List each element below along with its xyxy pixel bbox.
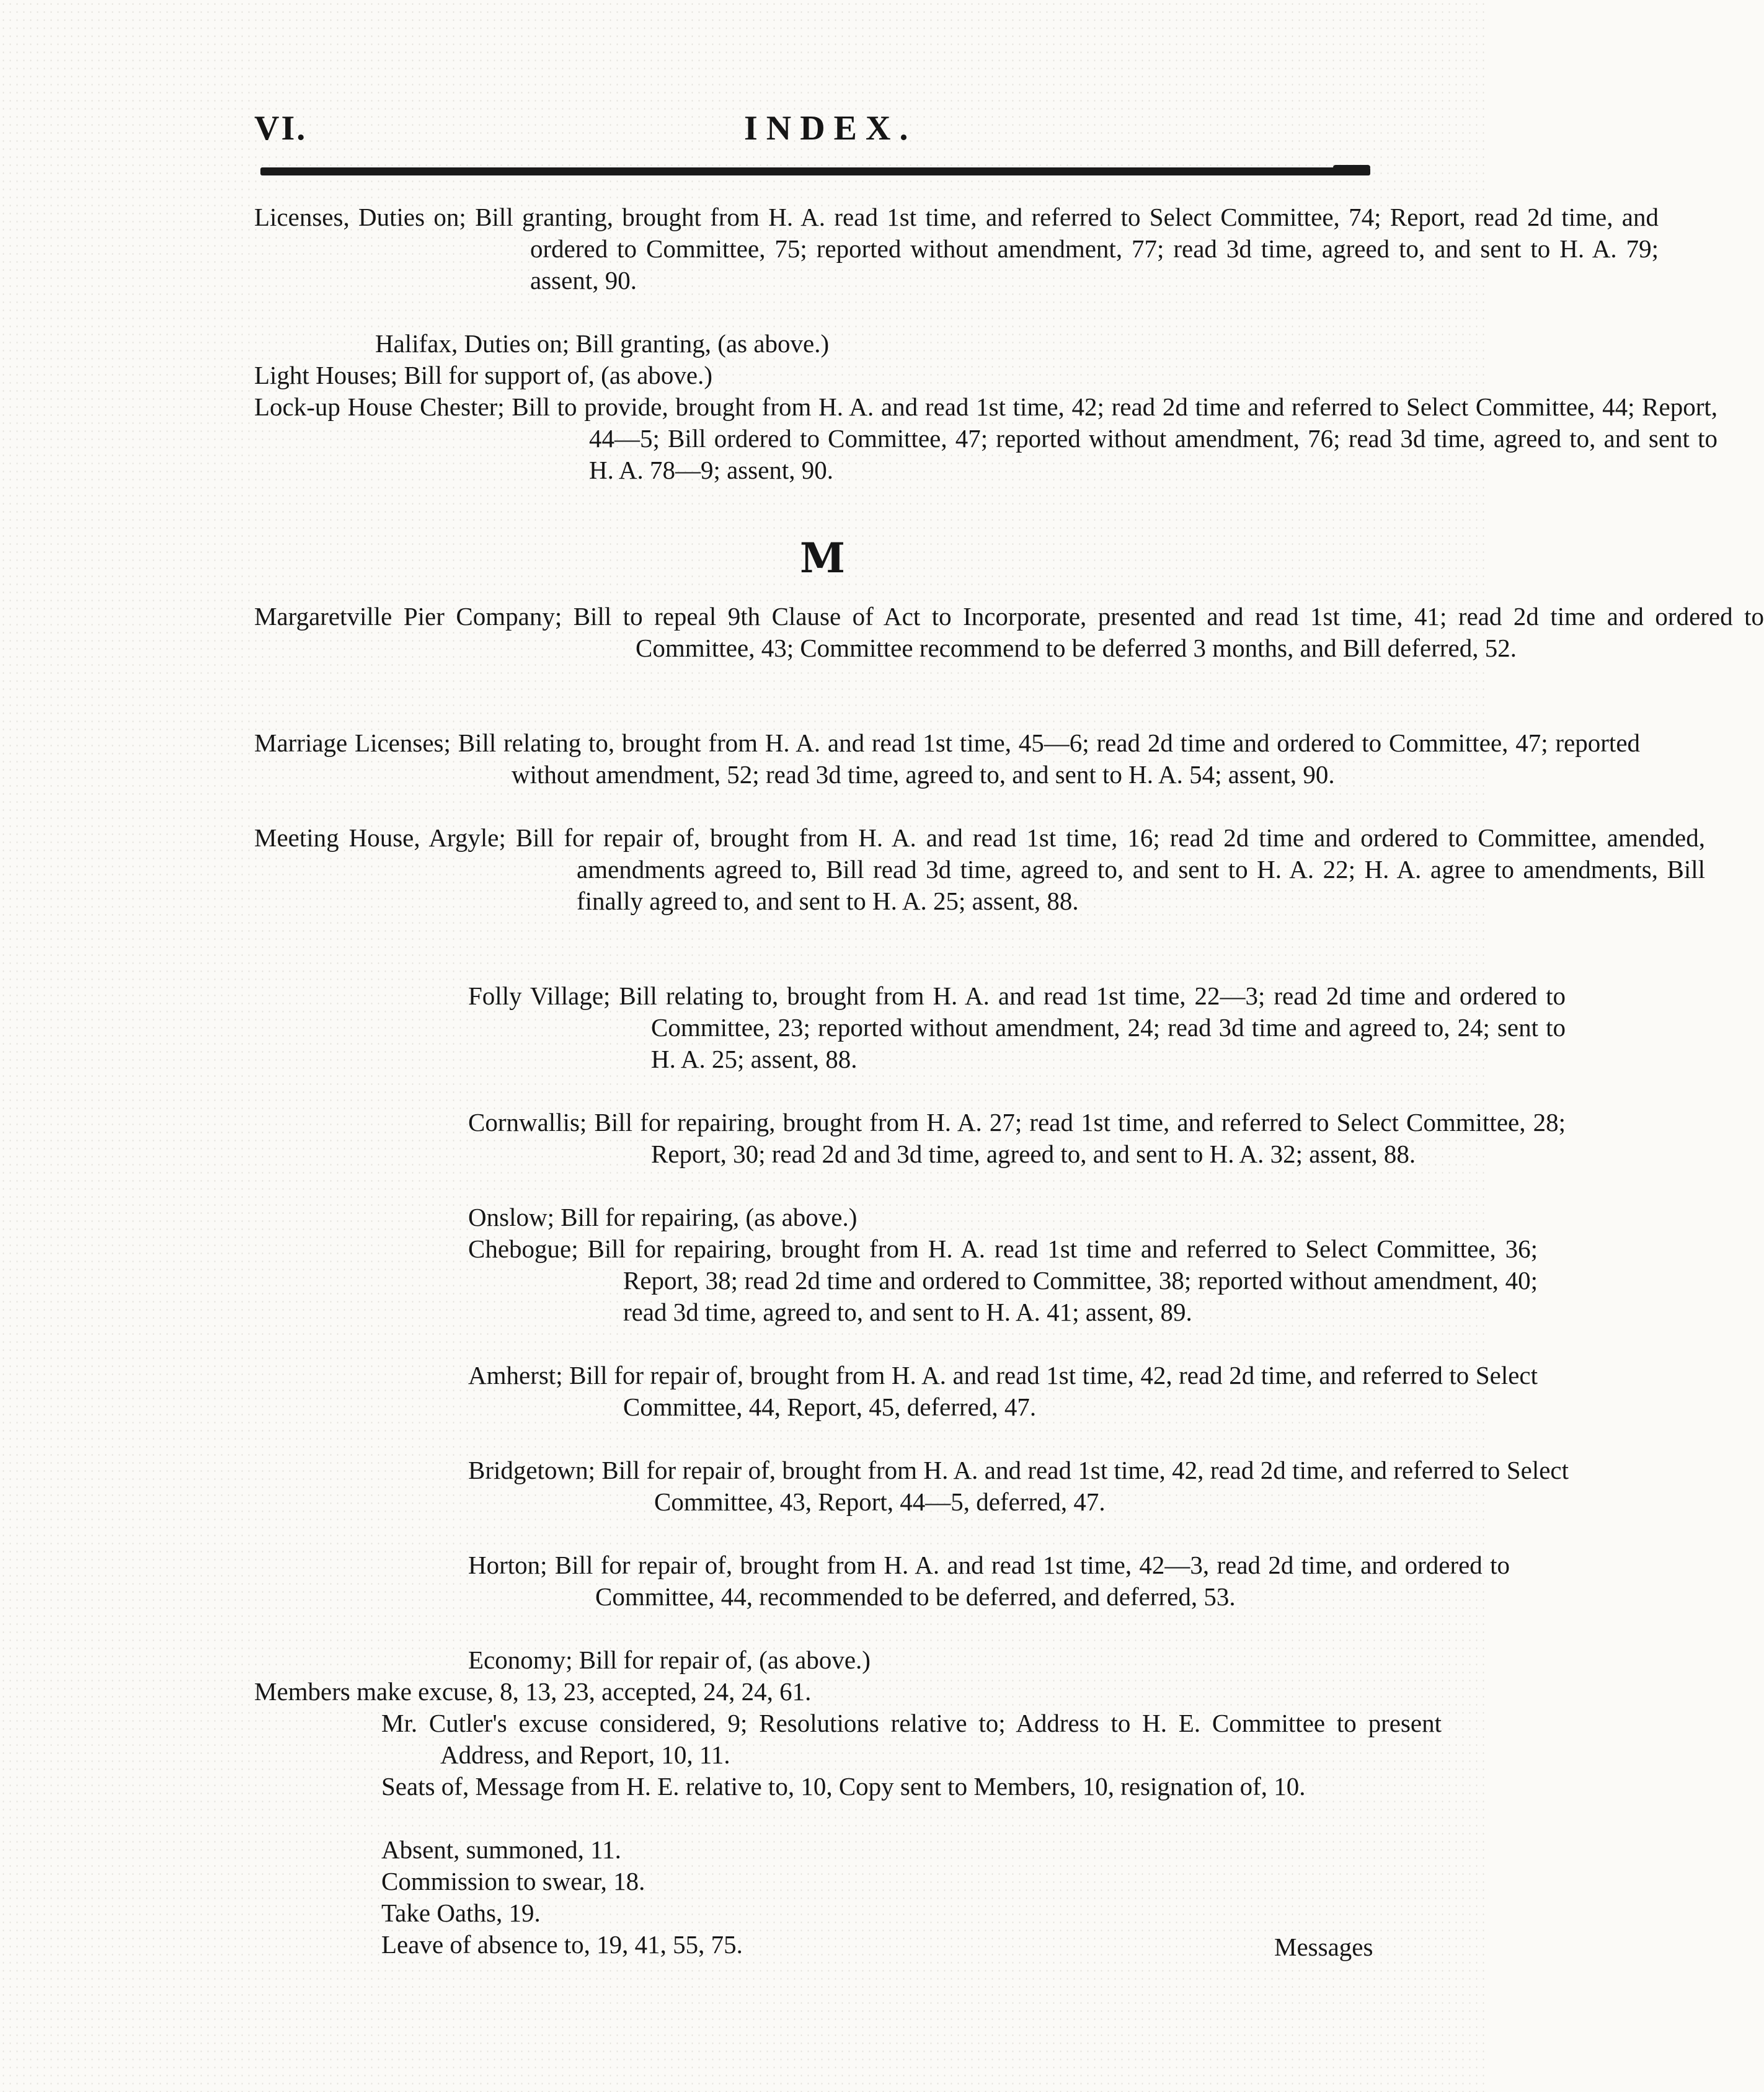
index-entry-horton [468,1549,1510,1613]
entry-label: Chebogue; [468,1234,578,1263]
entry-text: Bill to provide, brought from H. A. and read 1st time, 42; read 2d time and referred to Select Committee, 44; Report, 44—5; Bill ordered to Committee, 47; reported without amendment, 76; read 3d time, agreed to, and sent to H. A. 78—9; assent, 90. [512,392,1718,484]
index-entry-onslow [468,1202,1383,1233]
index-entry-members [254,1676,1383,1708]
entry-text: Members make excuse, 8, 13, 23, accepted, 24, 24, 61. [254,1677,812,1706]
index-entry-chebogue [468,1233,1538,1328]
entry-text: Bill for support of, (as above.) [404,361,713,389]
entry-text: Bill for repair of, (as above.) [578,1646,871,1674]
entry-text: Bill for repair of, brought from H. A. and read 1st time, 42—3, read 2d time, and ordered to Committee, 44, recommended to be deferred, and deferred, 53. [554,1551,1510,1611]
entry-text: Leave of absence to, 19, 41, 55, 75. [381,1930,743,1959]
entry-text: Bill for repairing, brought from H. A. 27; read 1st time, and referred to Select Committee, 28; Report, 30; read 2d and 3d time, agreed to, and sent to H. A. 32; assent, 88. [594,1108,1566,1168]
entry-text: Bill to repeal 9th Clause of Act to Incorporate, presented and read 1st time, 41; read 2d time and ordered to Committee, 43; Committee recommend to be deferred 3 months, and Bill deferred, 52. [573,602,1764,662]
entry-label: Bridgetown; [468,1456,595,1484]
index-entry-marriage-licenses [254,727,1640,791]
entry-label: Licenses, Duties on; [254,203,466,231]
entry-text: Bill for repairing, (as above.) [561,1203,858,1231]
index-entry-amherst [468,1360,1538,1423]
entry-label: Marriage Licenses; [254,729,451,757]
entry-label: Onslow; [468,1203,554,1231]
entry-text: Bill for repairing, brought from H. A. read 1st time and referred to Select Committee, 36; Report, 38; read 2d time and ordered to Committee, 38; reported without amendment, 40; read 3d time, agreed to, and sent to H. A. 41; assent, 89. [587,1234,1538,1326]
members-sub-oaths [381,1897,1383,1929]
entry-label: Cornwallis; [468,1108,587,1137]
page-number: VI. [254,109,308,148]
index-entry-margaretville-pier [254,601,1764,664]
entry-text: Bill for repair of, brought from H. A. and read 1st time, 16; read 2d time and ordered to Committee, amended, amendments agreed to, Bill read 3d time, agreed to, and sent to H. A. 22; H. A. agree to amendments, Bill finally agreed to, and sent to H. A. 25; assent, 88. [515,823,1705,915]
index-entry-halifax-duties [375,328,1380,360]
entry-label: Horton; [468,1551,547,1579]
entry-label: Lock-up House Chester; [254,392,505,421]
entry-text: Bill granting, (as above.) [575,329,830,358]
section-letter-m: M [800,534,844,582]
entry-text: Bill granting, brought from H. A. read 1st time, and referred to Select Committee, 74; Report, read 2d time, and ordered to Committee, 75; reported without amendment, 77; read 3d time, agreed to, and sent to H. A. 79; assent, 90. [475,203,1659,295]
header-rule [260,167,1370,175]
entry-label: Meeting House, Argyle; [254,823,506,852]
entry-label: Folly Village; [468,982,611,1010]
entry-label: Economy; [468,1646,573,1674]
index-entry-meeting-house-argyle [254,822,1705,917]
page-header [254,109,1370,158]
entry-text: Bill for repair of, brought from H. A. and read 1st time, 42, read 2d time, and referred to Select Committee, 43, Report, 44—5, deferred, 47. [601,1456,1569,1516]
entry-text: Take Oaths, 19. [381,1899,541,1927]
entry-text: Bill relating to, brought from H. A. and read 1st time, 45—6; read 2d time and ordered to Committee, 47; reported without amendment, 52; read 3d time, agreed to, and sent to H. A. 54; assent, 90. [458,729,1641,789]
index-entry-lock-up-house [254,391,1717,486]
members-sub-commission [381,1866,1383,1897]
entry-label: Margaretville Pier Company; [254,602,562,631]
catchword: Messages [1274,1933,1373,1961]
index-entry-folly-village [468,980,1566,1075]
members-sub-leave [381,1929,1249,1961]
members-sub-cutler [381,1708,1442,1771]
index-entry-economy [468,1644,1383,1676]
entry-text: Bill for repair of, brought from H. A. and read 1st time, 42, read 2d time, and referred to Select Committee, 44, Report, 45, deferred, 47. [569,1361,1538,1421]
index-entry-licenses-duties [254,202,1659,296]
entry-text: Absent, summoned, 11. [381,1835,621,1864]
index-entry-cornwallis [468,1107,1566,1170]
entry-label: Halifax, Duties on; [375,329,570,358]
entry-label: Light Houses; [254,361,398,389]
entry-label: Amherst; [468,1361,563,1389]
entry-text: Seats of, Message from H. E. relative to, 10, Copy sent to Members, 10, resignation of, 10. [381,1772,1306,1801]
members-sub-seats [381,1771,1442,1802]
entry-text: Bill relating to, brought from H. A. and read 1st time, 22—3; read 2d time and ordered to Committee, 23; reported without amendment, 24; read 3d time and agreed to, 24; sent to H. A. 25; assent, 88. [619,982,1566,1073]
entry-text: Mr. Cutler's excuse considered, 9; Resolutions relative to; Address to H. E. Committee to present Address, and Report, 10, 11. [381,1709,1442,1769]
running-head-title: INDEX. [744,109,917,148]
index-entry-light-houses [254,360,1383,391]
index-entry-bridgetown [468,1455,1569,1518]
entry-text: Commission to swear, 18. [381,1867,645,1895]
members-sub-absent [381,1834,1383,1866]
